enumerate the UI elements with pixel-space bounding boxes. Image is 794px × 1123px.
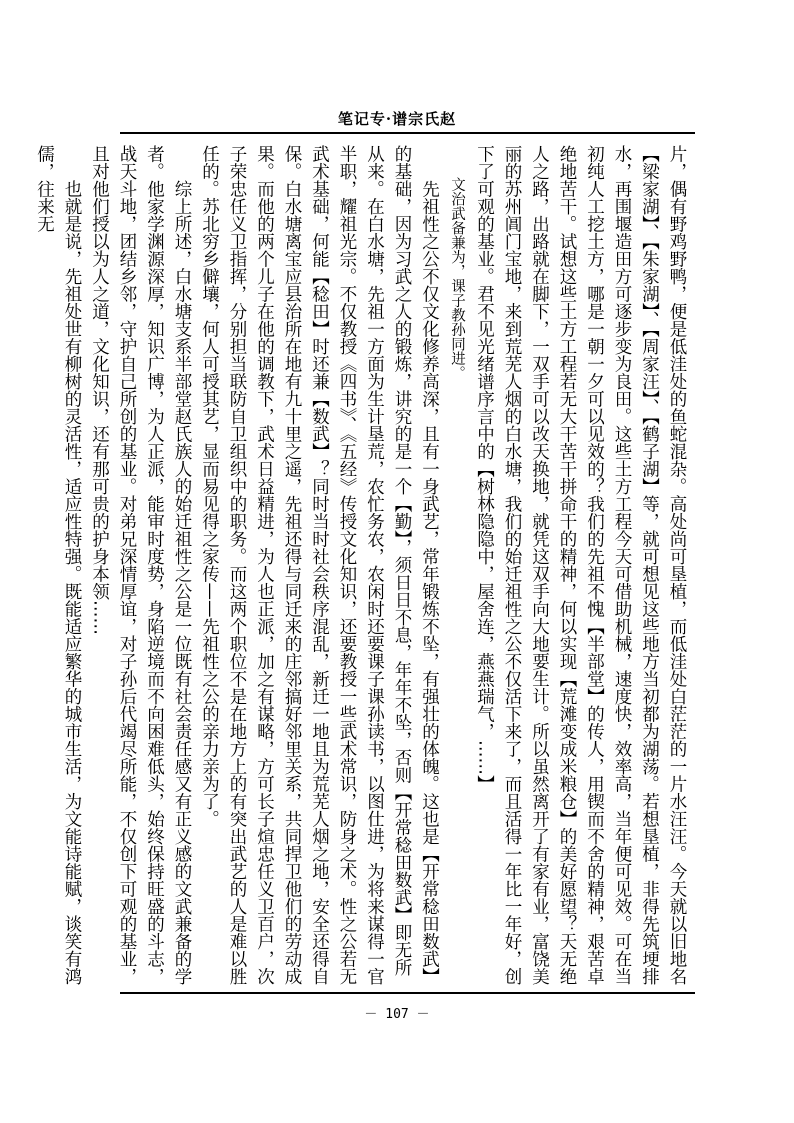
footer-rule xyxy=(120,992,695,994)
paragraph-3: 综上所述，白水塘支系半部堂赵氏族人的始迁祖性之公是一位既有社会责任感又有正义感的文武兼备的学者。他家学渊源深厚，知识广博，为人正派，能审时度势，身陷逆境而不向困难低头，始终保持旺盛的斗志，战天斗地，团结乡邻，守护自己所创的基业。对弟兄深情厚谊，对子孙后代竭尽所能，不仅创下可观的基业，且对他们授以为人之道，文化知识，还有那可贵的护身本领…… xyxy=(89,145,192,985)
section-subheading: 文治武备兼为，课子教孙同进。 xyxy=(449,176,465,380)
paragraph-2: 先祖性之公不仅文化修养高深，且有一身武艺，常年锻炼不坠，有强壮的体魄。这也是【开常稔田数武】的基础，因为习武之人的锻炼，讲究的是一个【勤】，须日日不息，年年不坠，否则【开常稔田数武】即无所从来。在白水塘，先祖一方面为生计垦荒，农忙务农，农闲时还要课子课孙读书，以图仕进，为将来谋得一官半职，耀祖光宗。不仅教授《四书》、《五经》传授文化知识，还要教授一些武术常识，防身之术。性之公若无武术基础，何能【稔田】时还兼【数武】？同时当时社会秩序混乱，新迁一地且为荒芜人烟之地，安全还得自保。白水塘离宝应县治所在地有九十里之遥，先祖还得与同迁来的庄邻搞好邻里关系，共同捍卫他们的劳动成果。而他的两个儿子在他的调教下，武术日益精进，为人也正派，加之有谋略，方可长子煊忠任义卫百户，次子荣忠任义卫指挥，分别担当联防自卫组织中的职务。而这两个职位不是在地方上的有突出武艺的人是难以胜任的。苏北穷乡僻壤，何人可授其艺，显而易见得之家传——先祖性之公的亲力亲为了。 xyxy=(199,145,440,985)
paragraph-4: 也就是说，先祖处世有柳树的灵活性，适应性特强。既能适应繁华的城市生活，为文能诗能赋，谈笑有鸿儒，往来无 xyxy=(34,145,82,985)
running-header: 笔记专·谱宗氏赵 xyxy=(337,110,457,128)
header-rule xyxy=(120,132,695,134)
page-number: － 107 － xyxy=(364,1007,430,1022)
body-text xyxy=(34,145,690,985)
paragraph-1: 片，偶有野鸡野鸭，便是低洼处的鱼蛇混杂。高处尚可垦植，而低洼处白茫茫的一片水汪汪。今天就以旧地名【梁家湖】、【朱家湖】、【周家汪】、【鹤子湖】等，就可想见这些地方当初都为湖荡。若想垦植，非得先筑埂排水，再围堰造田方可逐步变为良田。这些土方工程今天可借助机械，速度快，效率高，当年便可见效。可在当初纯人工挖土方，哪是一朝一夕可以见效的？我们的先祖不愧【半部堂】的传人，用锲而不舍的精神，艰苦卓绝地苦干。试想这些土方工程若无大干苦干拼命干的精神，何以实现【荒滩变成米粮仓】的美好愿望？天无绝人之路，出路就在脚下，一双手可以改天换地，就凭这双手向大地要生计。所以虽然离开了有家有业，富饶美丽的苏州阊门宝地，来到荒芜人烟的白水塘，我们的始迁祖性之公不仅活下来了，而且活得一年比一年好，创下了可观的基业。君不见光绪谱序言中的【树林隐隐中，屋舍连，燕燕瑞气，……】 xyxy=(474,145,687,985)
